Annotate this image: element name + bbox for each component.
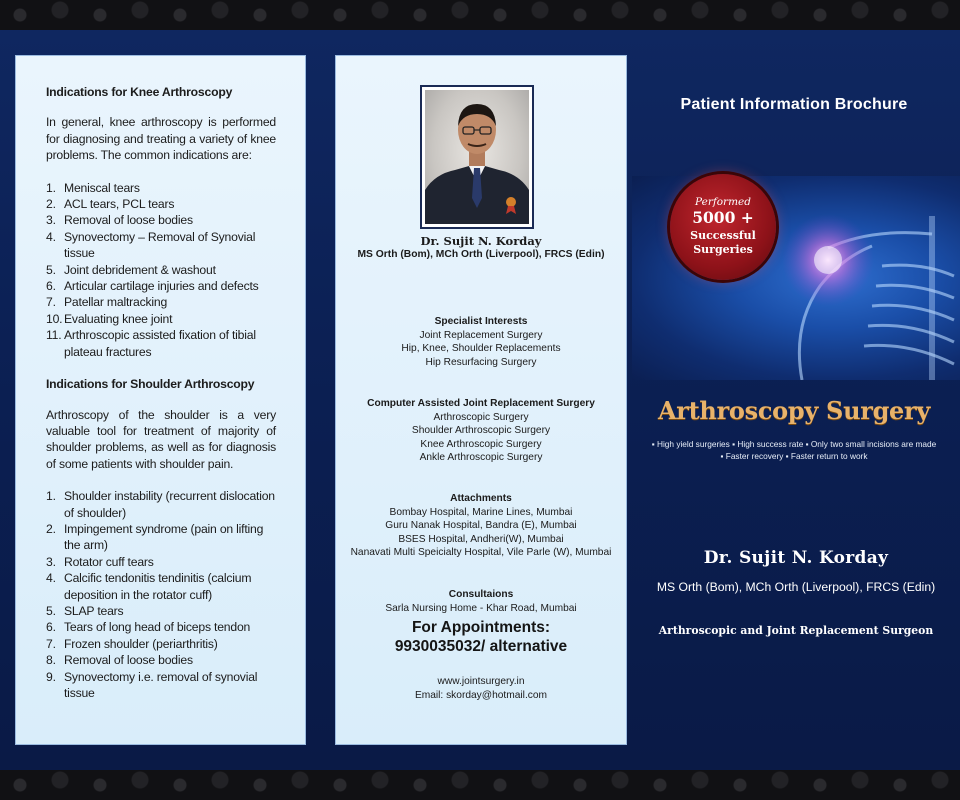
- contact-block: [336, 675, 626, 702]
- features-line-2: ▪ Faster recovery ▪ Faster return to work: [720, 451, 868, 461]
- website-text: www.jointsurgery.in: [437, 676, 525, 687]
- doctor-name: Dr. Sujit N. Korday: [420, 234, 542, 248]
- consultations-section: [336, 588, 626, 615]
- section-line: Knee Arthroscopic Surgery: [420, 438, 542, 450]
- list-item: [46, 180, 276, 196]
- list-item: [46, 278, 276, 294]
- item-text: Synovectomy – Removal of Synovial tissue: [64, 229, 256, 261]
- section-heading: Computer Assisted Joint Replacement Surgery: [367, 398, 595, 409]
- list-item: [46, 262, 276, 278]
- list-item: [46, 603, 276, 619]
- top-decorative-band: [0, 0, 960, 30]
- item-number: 1.: [46, 489, 56, 504]
- list-item: [46, 619, 276, 635]
- section-line: Sarla Nursing Home - Khar Road, Mumbai: [385, 602, 577, 614]
- list-item: [46, 229, 276, 262]
- item-text: Arthroscopic assisted fixation of tibial plateau fractures: [64, 328, 256, 359]
- item-text: Frozen shoulder (periarthritis): [64, 636, 218, 651]
- list-item: [46, 652, 276, 668]
- doctor-role: Arthroscopic and Joint Replacement Surgeon: [658, 624, 934, 637]
- badge-count: 5000 +: [692, 208, 754, 227]
- shoulder-indications-title: Indications for Shoulder Arthroscopy: [46, 377, 255, 392]
- doctor-qualifications: MS Orth (Bom), MCh Orth (Liverpool), FRCS (Edin): [357, 249, 605, 260]
- list-item: [46, 636, 276, 652]
- section-line: Hip Resurfacing Surgery: [425, 356, 537, 368]
- knee-intro-paragraph: In general, knee arthroscopy is performed for diagnosing and treating a variety of knee problems. The common indications are:: [46, 115, 276, 163]
- item-number: 9.: [46, 669, 56, 684]
- item-text: Joint debridement & washout: [64, 262, 216, 277]
- doctor-photo-frame: [420, 85, 534, 229]
- specialist-interests-section: [336, 315, 626, 369]
- appointments-phone: 9930035032/ alternative: [394, 638, 568, 655]
- left-panel-content: [46, 84, 276, 717]
- item-number: 10.: [46, 311, 63, 326]
- item-text: Patellar maltracking: [64, 295, 168, 310]
- section-heading: Attachments: [450, 493, 512, 504]
- brochure: [0, 30, 960, 770]
- surgeries-badge: [670, 174, 776, 280]
- section-line: Bombay Hospital, Marine Lines, Mumbai: [389, 506, 573, 518]
- item-number: 1.: [46, 180, 56, 195]
- appointments-label: For Appointments:: [411, 619, 551, 636]
- knee-indications-title: Indications for Knee Arthroscopy: [46, 85, 233, 99]
- shoulder-indications-list: [46, 488, 276, 701]
- item-number: 5.: [46, 603, 56, 618]
- item-number: 3.: [46, 554, 56, 569]
- item-number: 7.: [46, 636, 56, 651]
- section-line: Hip, Knee, Shoulder Replacements: [401, 343, 561, 355]
- item-text: Shoulder instability (recurrent dislocation of shoulder): [64, 489, 275, 520]
- item-number: 4.: [46, 229, 56, 244]
- badge-surgeries: Surgeries: [693, 243, 753, 256]
- item-text: ACL tears, PCL tears: [64, 197, 175, 212]
- left-panel: [16, 56, 305, 744]
- appointments-block: [336, 618, 626, 656]
- item-number: 2.: [46, 521, 56, 536]
- section-heading: Consultaions: [448, 589, 514, 600]
- features-line-1: ▪ High yield surgeries ▪ High success rate ▪ Only two small incisions are made: [651, 439, 937, 449]
- item-text: SLAP tears: [64, 603, 124, 618]
- section-line: Joint Replacement Surgery: [419, 329, 543, 341]
- item-number: 5.: [46, 262, 56, 277]
- section-line: Guru Nanak Hospital, Bandra (E), Mumbai: [385, 520, 577, 532]
- features-list: [632, 438, 956, 462]
- item-text: Synovectomy i.e. removal of synovial tissue: [64, 669, 258, 700]
- item-text: Removal of loose bodies: [64, 213, 193, 228]
- brochure-title: Patient Information Brochure: [680, 96, 908, 113]
- section-line: Nanavati Multi Speicialty Hospital, Vile Parle (W), Mumbai: [350, 547, 612, 559]
- item-number: 6.: [46, 620, 56, 635]
- bottom-decorative-band: [0, 770, 960, 800]
- list-item: [46, 327, 276, 360]
- list-item: [46, 311, 276, 327]
- doctor-name-right: Dr. Sujit N. Korday: [703, 548, 889, 568]
- shoulder-intro-paragraph: Arthroscopy of the shoulder is a very valuable tool for treatment of majority of shoulder problems, as well as for diagnosis of some patients with shoulder pain.: [46, 407, 276, 471]
- badge-successful: Successful: [690, 229, 756, 242]
- item-number: 7.: [46, 295, 56, 310]
- list-item: [46, 521, 276, 554]
- item-number: 2.: [46, 197, 56, 212]
- item-text: Impingement syndrome (pain on lifting the arm): [64, 521, 264, 553]
- doctor-photo: [425, 90, 529, 224]
- item-text: Tears of long head of biceps tendon: [64, 620, 251, 635]
- item-text: Evaluating knee joint: [64, 311, 173, 326]
- attachments-section: [336, 492, 626, 560]
- section-line: Arthroscopic Surgery: [433, 411, 529, 423]
- section-line: Ankle Arthroscopic Surgery: [419, 452, 543, 464]
- item-number: 11.: [46, 328, 62, 343]
- item-number: 8.: [46, 653, 56, 668]
- doctor-portrait-icon: [425, 90, 529, 224]
- list-item: [46, 488, 276, 521]
- item-text: Articular cartilage injuries and defects: [64, 279, 259, 294]
- item-text: Rotator cuff tears: [64, 554, 154, 569]
- computer-assisted-section: [336, 397, 626, 465]
- middle-panel: [336, 56, 626, 744]
- item-text: Removal of loose bodies: [64, 653, 193, 668]
- badge-line-1: Performed: [695, 196, 751, 208]
- list-item: [46, 196, 276, 212]
- item-text: Calcific tendonitis tendinitis (calcium deposition in the rotator cuff): [64, 571, 252, 602]
- section-line: Shoulder Arthroscopic Surgery: [411, 425, 551, 437]
- knee-indications-list: [46, 180, 276, 360]
- item-number: 6.: [46, 279, 56, 294]
- section-line: BSES Hospital, Andheri(W), Mumbai: [398, 533, 564, 545]
- main-title: Arthroscopy Surgery: [657, 396, 931, 425]
- right-panel: [632, 30, 960, 770]
- section-heading: Specialist Interests: [434, 316, 528, 327]
- item-text: Meniscal tears: [64, 180, 140, 195]
- list-item: [46, 294, 276, 310]
- list-item: [46, 669, 276, 702]
- doctor-qualifications-right: MS Orth (Bom), MCh Orth (Liverpool), FRCS (Edin): [656, 580, 936, 594]
- email-text: Email: skorday@hotmail.com: [414, 689, 548, 701]
- badge-line-3: [670, 229, 776, 257]
- item-number: 3.: [46, 213, 56, 228]
- list-item: [46, 570, 276, 603]
- list-item: [46, 212, 276, 228]
- item-number: 4.: [46, 571, 56, 586]
- list-item: [46, 554, 276, 570]
